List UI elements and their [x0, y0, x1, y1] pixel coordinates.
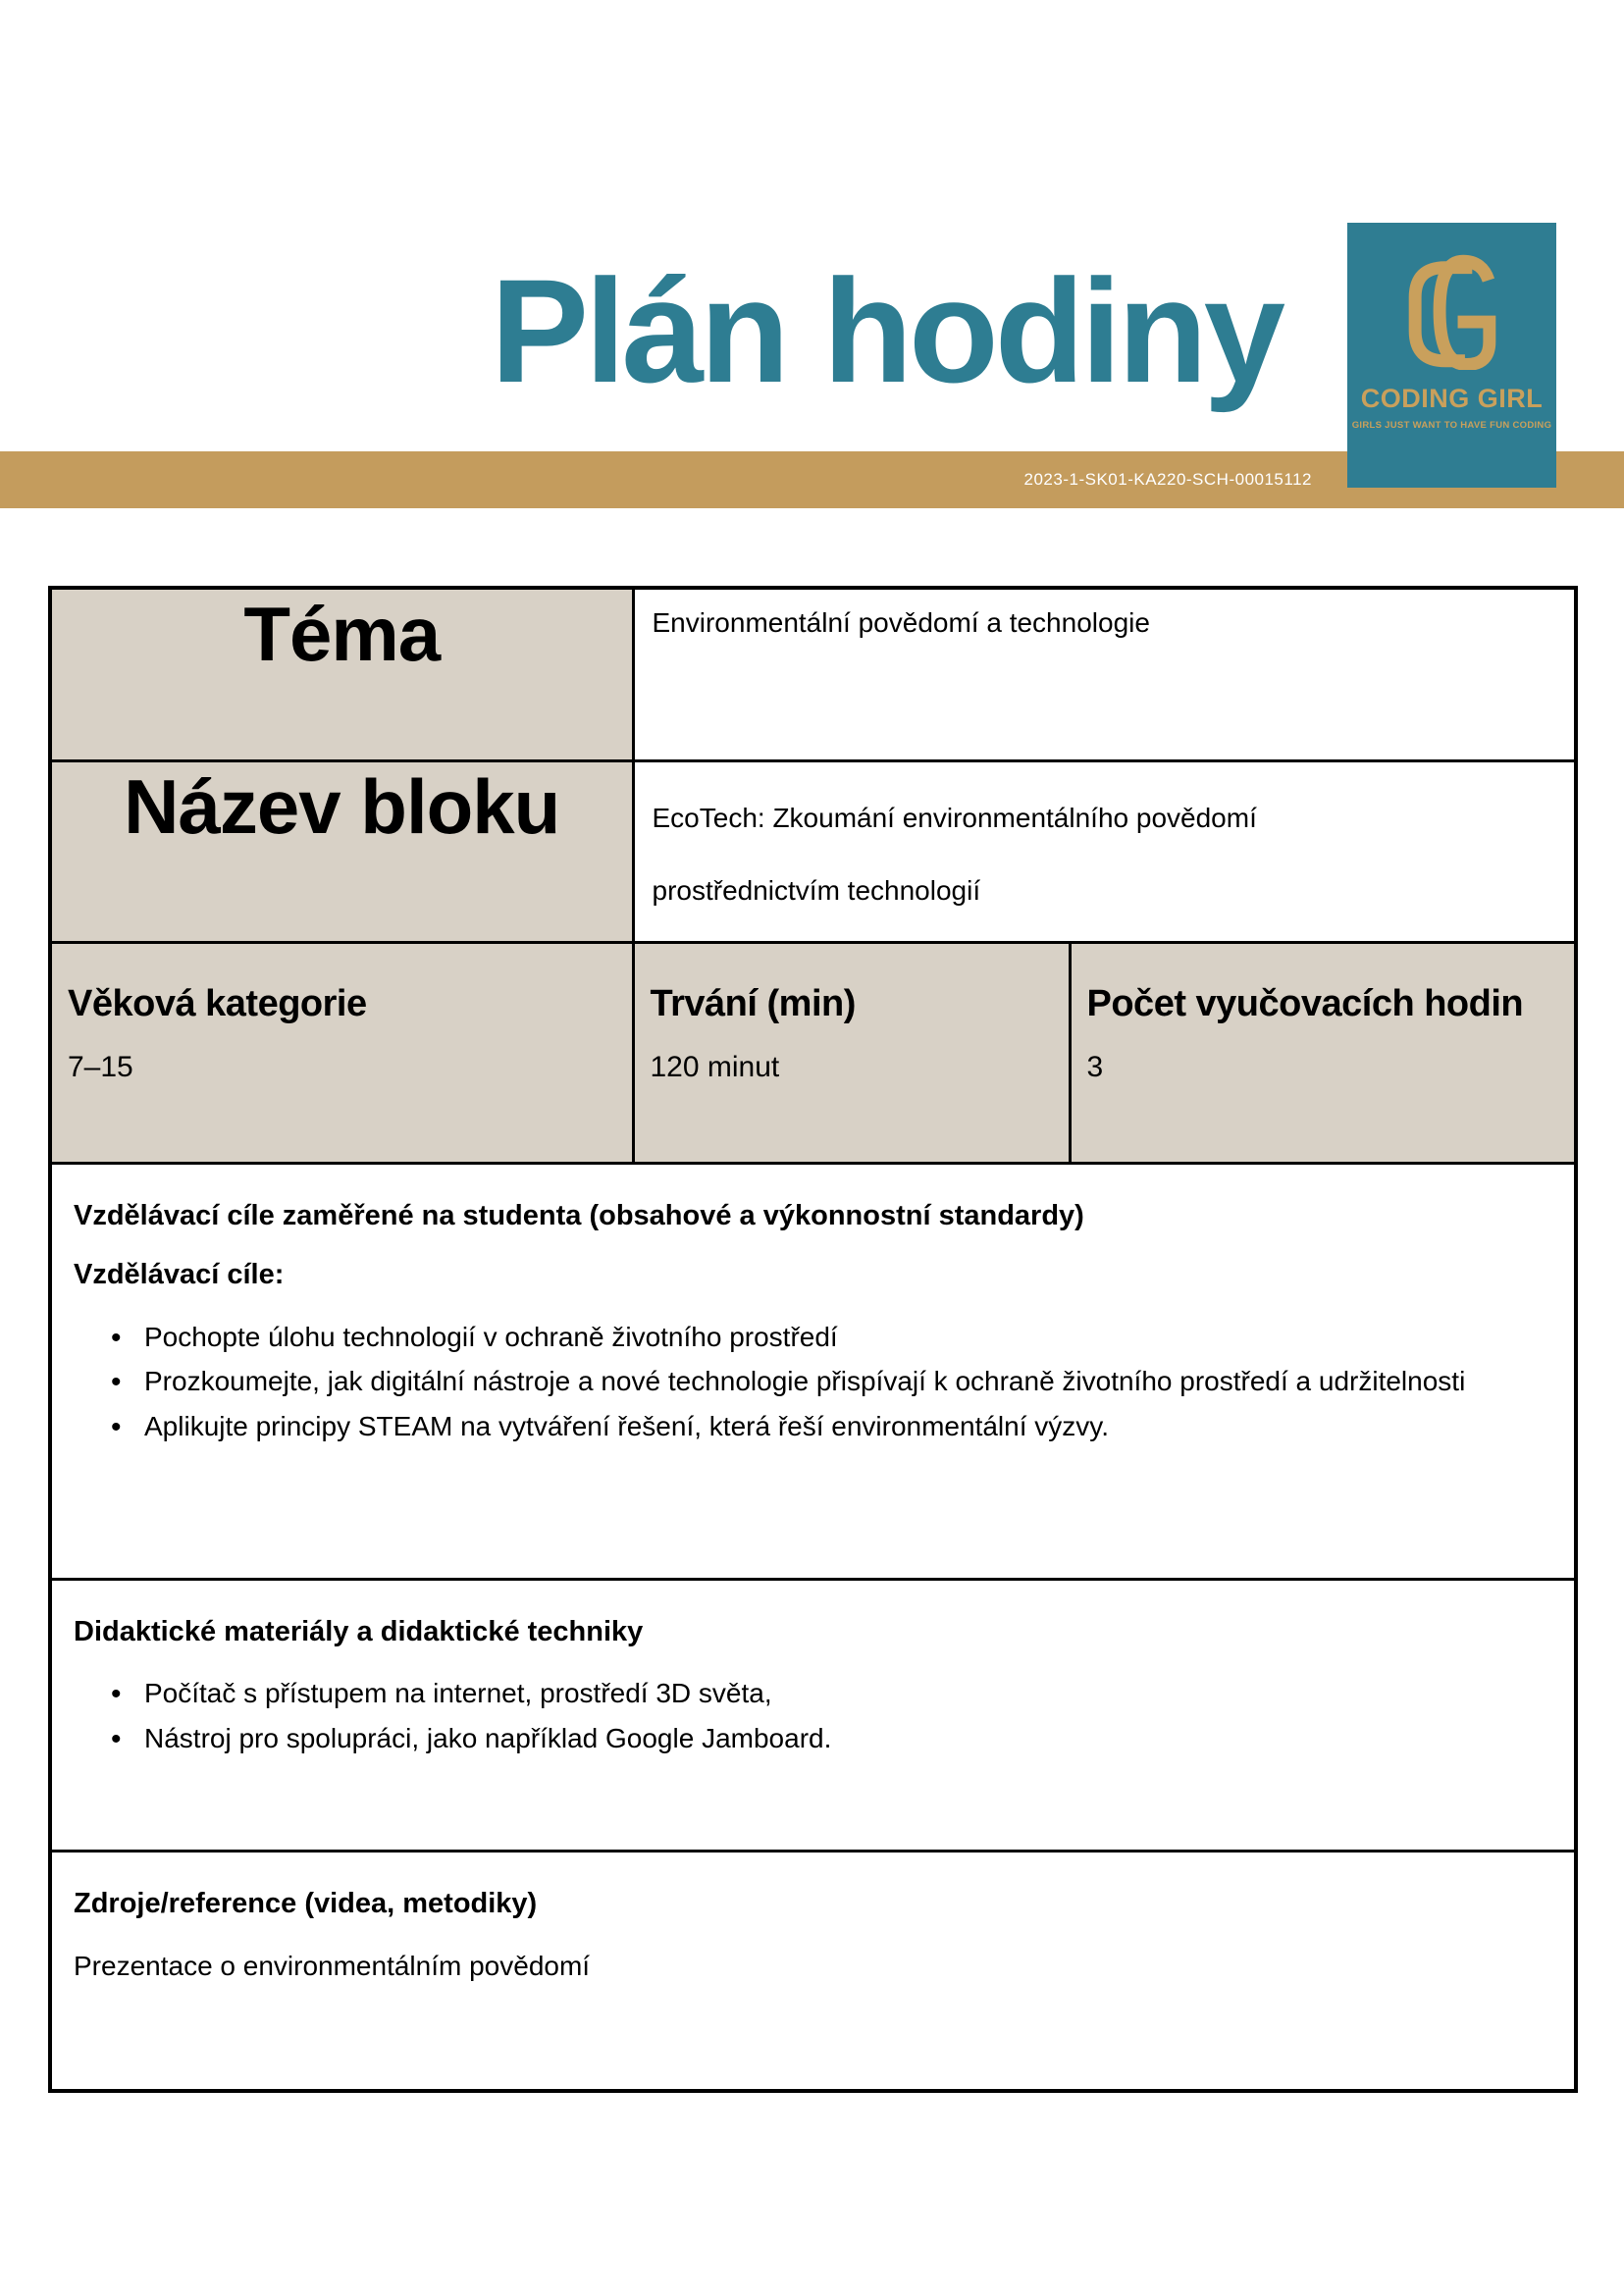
list-item: • Nástroj pro spolupráci, jako například Google Jamboard. — [74, 1716, 1550, 1760]
list-item: • Prozkoumejte, jak digitální nástroje a nové technologie přispívají k ochraně životního prostředí a udržitelnosti — [74, 1359, 1550, 1403]
trvani-value: 120 minut — [650, 1050, 780, 1083]
vzdelavaci-cile-list — [74, 1315, 1550, 1448]
nazev-bloku-value-cell — [633, 760, 1576, 942]
vzdelavaci-cile-heading: Vzdělávací cíle zaměřené na studenta (obsahové a výkonnostní standardy) — [74, 1199, 1084, 1231]
list-item: • Aplikujte principy STEAM na vytváření řešení, která řeší environmentální výzvy. — [74, 1404, 1550, 1448]
page-title: Plán hodiny — [491, 248, 1283, 413]
didakticke-materialy-section-cell — [50, 1579, 1576, 1851]
list-item: • Počítač s přístupem na internet, prostředí 3D světa, — [74, 1671, 1550, 1715]
pocet-hodin-cell — [1070, 942, 1576, 1163]
tema-value-cell — [633, 588, 1576, 760]
table-row — [50, 1579, 1576, 1851]
table-row — [50, 942, 1576, 1163]
tema-value: Environmentální povědomí a technologie — [652, 607, 1150, 638]
coding-girl-monogram-icon — [1397, 252, 1507, 370]
pocet-hodin-value: 3 — [1086, 1050, 1104, 1083]
zdroje-heading: Zdroje/reference (videa, metodiky) — [74, 1887, 538, 1919]
table-row — [50, 1163, 1576, 1579]
tema-label-cell — [50, 588, 633, 760]
trvani-cell — [633, 942, 1070, 1163]
logo-name: CODING GIRL — [1360, 384, 1544, 413]
tema-label: Téma — [243, 591, 441, 677]
vekova-kategorie-value: 7–15 — [68, 1050, 133, 1083]
zdroje-text: Prezentace o environmentálním povědomí — [74, 1951, 591, 1982]
logo-tagline: GIRLS JUST WANT TO HAVE FUN CODING — [1351, 420, 1552, 431]
trvani-label: Trvání (min) — [650, 982, 856, 1024]
nazev-bloku-value: EcoTech: Zkoumání environmentálního povědomí prostřednictvím technologií — [652, 802, 1257, 906]
nazev-bloku-label-cell — [50, 760, 633, 942]
didakticke-materialy-list — [74, 1671, 1550, 1760]
vekova-kategorie-label: Věková kategorie — [68, 982, 367, 1024]
coding-girl-logo — [1347, 223, 1556, 488]
vzdelavaci-cile-subheading: Vzdělávací cíle: — [74, 1259, 285, 1291]
list-item: • Pochopte úlohu technologií v ochraně životního prostředí — [74, 1315, 1550, 1359]
table-row — [50, 588, 1576, 760]
table-row — [50, 760, 1576, 942]
vzdelavaci-cile-section-cell — [50, 1163, 1576, 1579]
table-row — [50, 1851, 1576, 2091]
project-code: 2023-1-SK01-KA220-SCH-00015112 — [1023, 470, 1312, 489]
didakticke-materialy-heading: Didaktické materiály a didaktické techniky — [74, 1615, 644, 1647]
vekova-kategorie-cell — [50, 942, 633, 1163]
nazev-bloku-label: Název bloku — [124, 762, 560, 850]
pocet-hodin-label: Počet vyučovacích hodin — [1086, 982, 1524, 1024]
lesson-plan-table — [48, 586, 1578, 2093]
zdroje-section-cell — [50, 1851, 1576, 2091]
